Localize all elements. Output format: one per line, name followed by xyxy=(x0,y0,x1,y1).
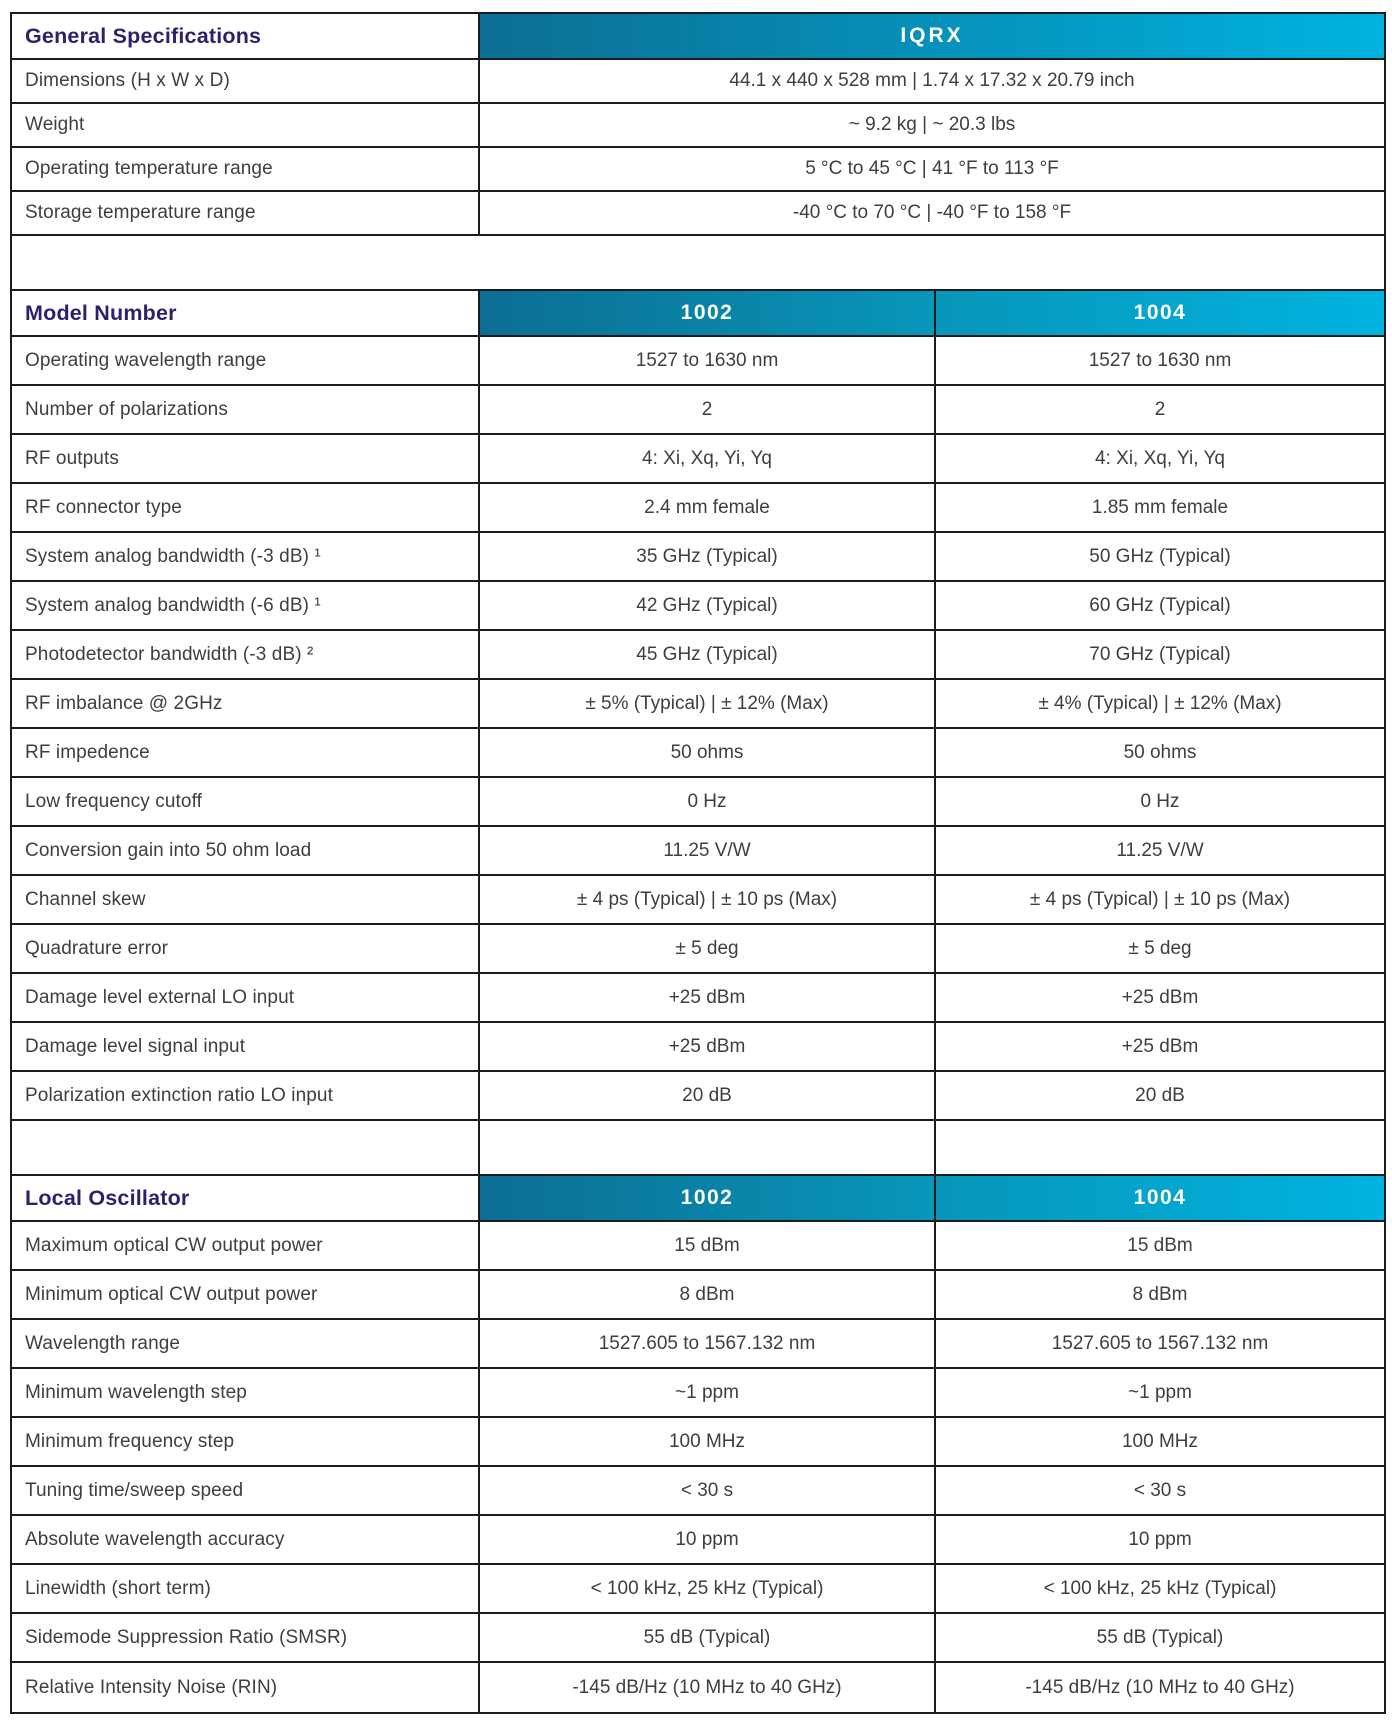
spec-value: < 100 kHz, 25 kHz (Typical) xyxy=(478,1565,934,1612)
spec-label: System analog bandwidth (-6 dB) ¹ xyxy=(25,594,321,616)
spec-value: 44.1 x 440 x 528 mm | 1.74 x 17.32 x 20.79 inch xyxy=(478,60,1384,102)
spec-label: System analog bandwidth (-3 dB) ¹ xyxy=(25,545,321,567)
spec-sheet-table xyxy=(10,12,1386,1714)
spacer-cell xyxy=(934,1121,1384,1174)
spacer-row xyxy=(12,1121,1384,1176)
spec-row xyxy=(12,386,1384,435)
spec-label: Wavelength range xyxy=(25,1332,181,1354)
spec-row xyxy=(12,60,1384,104)
spec-value: 70 GHz (Typical) xyxy=(934,631,1384,678)
spec-value: 15 dBm xyxy=(934,1222,1384,1269)
spec-value: -145 dB/Hz (10 MHz to 40 GHz) xyxy=(934,1663,1384,1712)
section-title-general: General Specifications xyxy=(25,23,262,48)
spec-value: < 30 s xyxy=(478,1467,934,1514)
spec-value: ± 4 ps (Typical) | ± 10 ps (Max) xyxy=(934,876,1384,923)
spec-value: 15 dBm xyxy=(478,1222,934,1269)
spec-row xyxy=(12,680,1384,729)
spec-value: 0 Hz xyxy=(934,778,1384,825)
spec-label: Storage temperature range xyxy=(25,202,256,223)
spec-value: ± 4% (Typical) | ± 12% (Max) xyxy=(934,680,1384,727)
spacer-row xyxy=(12,236,1384,291)
spec-value: +25 dBm xyxy=(478,1023,934,1070)
spec-value: ± 5 deg xyxy=(478,925,934,972)
spec-value: -145 dB/Hz (10 MHz to 40 GHz) xyxy=(478,1663,934,1712)
section-header-row-general xyxy=(12,14,1384,60)
spec-label: Sidemode Suppression Ratio (SMSR) xyxy=(25,1626,348,1648)
spec-row xyxy=(12,533,1384,582)
spec-value: 50 ohms xyxy=(478,729,934,776)
spec-row xyxy=(12,1369,1384,1418)
spec-label: RF imbalance @ 2GHz xyxy=(25,692,223,714)
spec-value: 2 xyxy=(934,386,1384,433)
spec-label: Linewidth (short term) xyxy=(25,1577,211,1599)
column-header-1004: 1004 xyxy=(934,1176,1384,1220)
spec-label: Conversion gain into 50 ohm load xyxy=(25,839,312,861)
spec-label: Minimum frequency step xyxy=(25,1430,235,1452)
spec-value: < 30 s xyxy=(934,1467,1384,1514)
spec-row xyxy=(12,1320,1384,1369)
spec-value: +25 dBm xyxy=(934,974,1384,1021)
spec-label: RF connector type xyxy=(25,496,182,518)
spec-row xyxy=(12,778,1384,827)
spec-label: Damage level signal input xyxy=(25,1035,246,1057)
spec-label: Number of polarizations xyxy=(25,398,228,420)
section-header-row-lo xyxy=(12,1176,1384,1222)
spec-value: 1.85 mm female xyxy=(934,484,1384,531)
spec-row xyxy=(12,104,1384,148)
spec-row xyxy=(12,1072,1384,1121)
spec-value: 8 dBm xyxy=(934,1271,1384,1318)
spec-value: 35 GHz (Typical) xyxy=(478,533,934,580)
spec-row xyxy=(12,1222,1384,1271)
spec-value: 4: Xi, Xq, Yi, Yq xyxy=(934,435,1384,482)
spec-label: Low frequency cutoff xyxy=(25,790,202,812)
spec-label: Damage level external LO input xyxy=(25,986,295,1008)
spec-label: Minimum wavelength step xyxy=(25,1381,247,1403)
spec-value: ~1 ppm xyxy=(934,1369,1384,1416)
spec-label: Tuning time/sweep speed xyxy=(25,1479,244,1501)
spec-row xyxy=(12,827,1384,876)
spec-value: 45 GHz (Typical) xyxy=(478,631,934,678)
spec-row xyxy=(12,1663,1384,1712)
spec-value: ± 5% (Typical) | ± 12% (Max) xyxy=(478,680,934,727)
spec-value: ± 5 deg xyxy=(934,925,1384,972)
section-title-model: Model Number xyxy=(25,300,177,325)
spec-value: 5 °C to 45 °C | 41 °F to 113 °F xyxy=(478,148,1384,190)
spec-value: 1527.605 to 1567.132 nm xyxy=(478,1320,934,1367)
spec-label: Maximum optical CW output power xyxy=(25,1234,323,1256)
spec-value: 11.25 V/W xyxy=(478,827,934,874)
spacer-cell xyxy=(12,1121,478,1174)
spec-label: Operating temperature range xyxy=(25,158,273,179)
spec-row xyxy=(12,1565,1384,1614)
spec-value: 20 dB xyxy=(478,1072,934,1119)
spec-label: Relative Intensity Noise (RIN) xyxy=(25,1676,278,1698)
spec-row xyxy=(12,484,1384,533)
spec-value: 1527.605 to 1567.132 nm xyxy=(934,1320,1384,1367)
spec-label: Dimensions (H x W x D) xyxy=(25,70,230,91)
spec-row xyxy=(12,1614,1384,1663)
spec-row xyxy=(12,582,1384,631)
spec-value: +25 dBm xyxy=(934,1023,1384,1070)
spec-value: 8 dBm xyxy=(478,1271,934,1318)
column-header-1002: 1002 xyxy=(478,1176,934,1220)
spec-row xyxy=(12,729,1384,778)
column-header-1004: 1004 xyxy=(934,291,1384,335)
spec-row xyxy=(12,1418,1384,1467)
spec-value: ~ 9.2 kg | ~ 20.3 lbs xyxy=(478,104,1384,146)
section-header-row-model xyxy=(12,291,1384,337)
spec-value: 2 xyxy=(478,386,934,433)
spec-value: 2.4 mm female xyxy=(478,484,934,531)
spec-row xyxy=(12,631,1384,680)
spec-label: RF outputs xyxy=(25,447,119,469)
spec-label: Polarization extinction ratio LO input xyxy=(25,1084,333,1106)
spec-value: 10 ppm xyxy=(478,1516,934,1563)
spec-value: 100 MHz xyxy=(934,1418,1384,1465)
column-header-1002: 1002 xyxy=(478,291,934,335)
spec-value: ~1 ppm xyxy=(478,1369,934,1416)
spec-value: 50 ohms xyxy=(934,729,1384,776)
spec-value: 0 Hz xyxy=(478,778,934,825)
spec-value: 1527 to 1630 nm xyxy=(934,337,1384,384)
spec-value: 11.25 V/W xyxy=(934,827,1384,874)
spec-value: +25 dBm xyxy=(478,974,934,1021)
spec-row xyxy=(12,435,1384,484)
spec-value: ± 4 ps (Typical) | ± 10 ps (Max) xyxy=(478,876,934,923)
spec-label: RF impedence xyxy=(25,741,150,763)
column-header-iqrx: IQRX xyxy=(478,14,1384,58)
section-title-lo: Local Oscillator xyxy=(25,1185,190,1210)
spec-row xyxy=(12,148,1384,192)
spec-value: -40 °C to 70 °C | -40 °F to 158 °F xyxy=(478,192,1384,234)
spec-row xyxy=(12,1271,1384,1320)
spec-value: 1527 to 1630 nm xyxy=(478,337,934,384)
spec-label: Absolute wavelength accuracy xyxy=(25,1528,285,1550)
spec-value: 4: Xi, Xq, Yi, Yq xyxy=(478,435,934,482)
spec-row xyxy=(12,192,1384,236)
spec-value: < 100 kHz, 25 kHz (Typical) xyxy=(934,1565,1384,1612)
spec-value: 55 dB (Typical) xyxy=(934,1614,1384,1661)
spec-value: 50 GHz (Typical) xyxy=(934,533,1384,580)
spec-label: Minimum optical CW output power xyxy=(25,1283,318,1305)
spec-row xyxy=(12,925,1384,974)
spec-value: 10 ppm xyxy=(934,1516,1384,1563)
spec-label: Weight xyxy=(25,114,85,135)
spec-label: Channel skew xyxy=(25,888,146,910)
spacer-cell xyxy=(478,1121,934,1174)
spec-label: Operating wavelength range xyxy=(25,349,267,371)
spec-value: 60 GHz (Typical) xyxy=(934,582,1384,629)
spec-row xyxy=(12,876,1384,925)
spec-row xyxy=(12,1516,1384,1565)
spec-label: Quadrature error xyxy=(25,937,169,959)
spec-label: Photodetector bandwidth (-3 dB) ² xyxy=(25,643,314,665)
spacer-cell xyxy=(12,236,1384,289)
spec-row xyxy=(12,337,1384,386)
spec-value: 20 dB xyxy=(934,1072,1384,1119)
spec-row xyxy=(12,974,1384,1023)
spec-value: 55 dB (Typical) xyxy=(478,1614,934,1661)
spec-value: 42 GHz (Typical) xyxy=(478,582,934,629)
spec-row xyxy=(12,1023,1384,1072)
spec-value: 100 MHz xyxy=(478,1418,934,1465)
spec-row xyxy=(12,1467,1384,1516)
